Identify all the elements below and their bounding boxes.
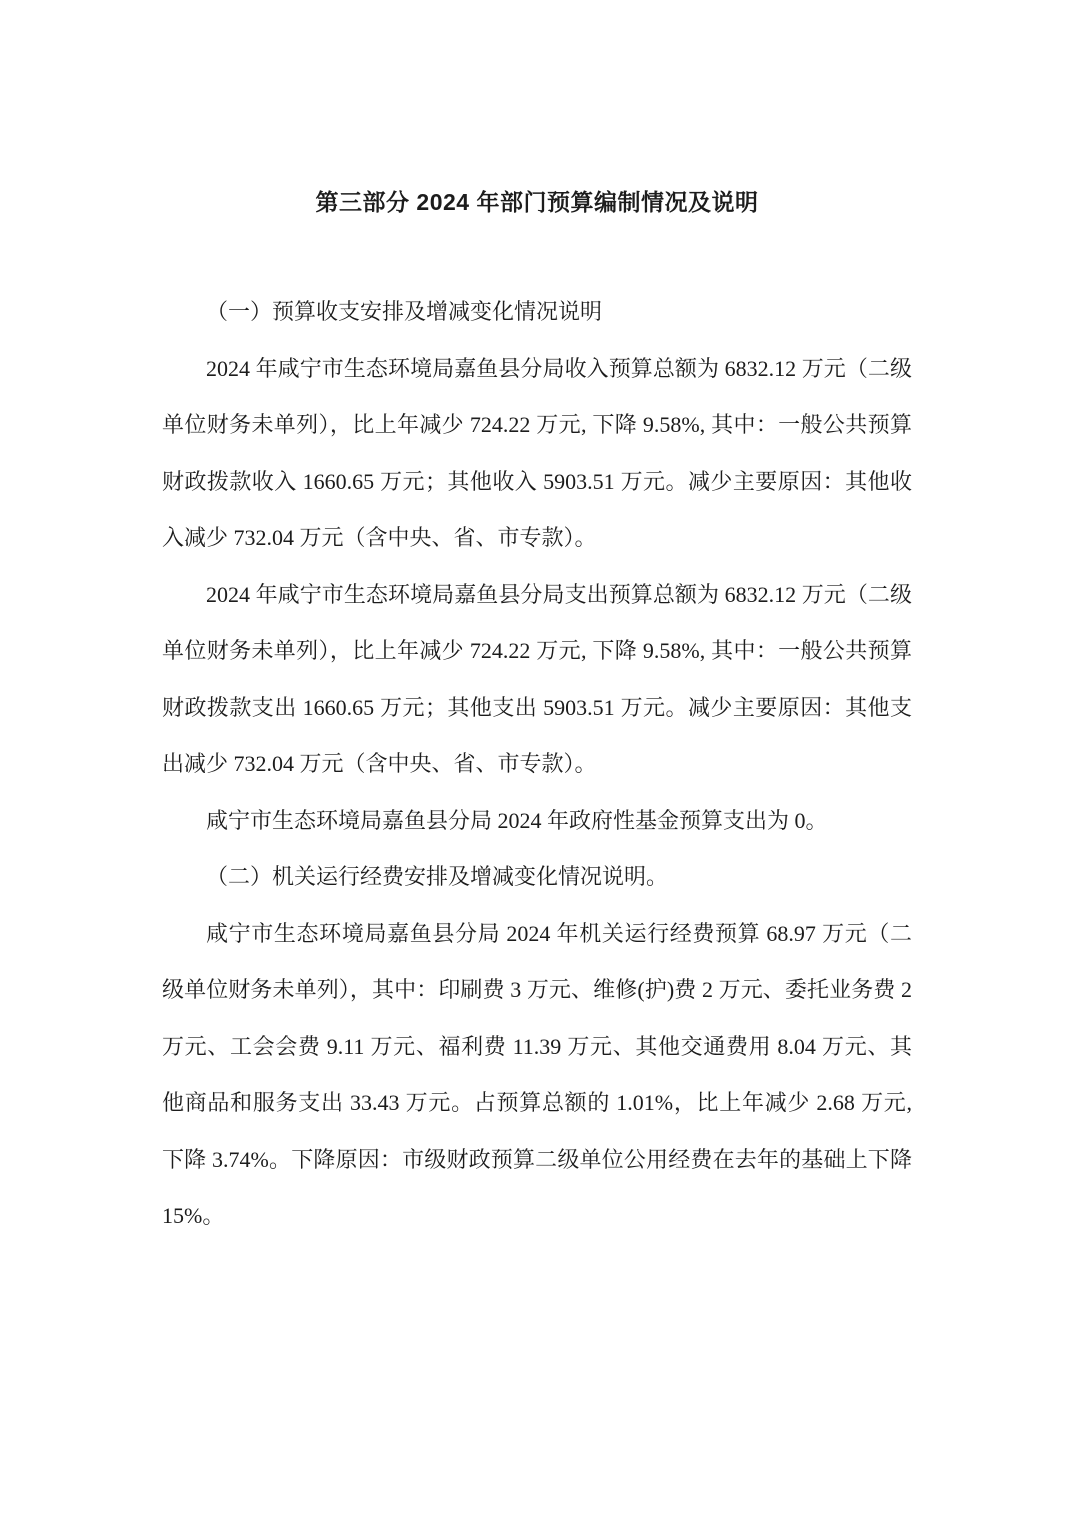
section-heading-budget-overview: （一）预算收支安排及增减变化情况说明	[206, 299, 603, 324]
paragraph-government-fund: 咸宁市生态环境局嘉鱼县分局 2024 年政府性基金预算支出为 0。	[206, 807, 828, 833]
paragraph-expenditure-budget: 2024 年咸宁市生态环境局嘉鱼县分局支出预算总额为 6832.12 万元（二级单位财务未单列），比上年减少 724.22 万元, 下降 9.58%, 其中：一般公共预算财政拨款支出 1660.65 万元；其他支出 5903.51 万元。减少主要原因：其他支出减少 732.04 万元（含中央、省、市专款）。	[162, 581, 912, 776]
document-body	[162, 284, 912, 1245]
paragraph-operating-funds-detail: 咸宁市生态环境局嘉鱼县分局 2024 年机关运行经费预算 68.97 万元（二级单位财务未单列），其中：印刷费 3 万元、维修(护)费 2 万元、委托业务费 2 万元、工会会费 9.11 万元、福利费 11.39 万元、其他交通费用 8.04 万元、其他商品和服务支出 33.43 万元。占预算总额的 1.01%，比上年减少 2.68 万元, 下降 3.74%。下降原因：市级财政预算二级单位公用经费在去年的基础上下降 15%。	[162, 920, 912, 1228]
page-title: 第三部分 2024 年部门预算编制情况及说明	[315, 189, 759, 215]
paragraph-income-budget: 2024 年咸宁市生态环境局嘉鱼县分局收入预算总额为 6832.12 万元（二级单位财务未单列），比上年减少 724.22 万元, 下降 9.58%, 其中：一般公共预算财政拨款收入 1660.65 万元；其他收入 5903.51 万元。减少主要原因：其他收入减少 732.04 万元（含中央、省、市专款）。	[162, 355, 912, 550]
section-heading-operating-funds: （二）机关运行经费安排及增减变化情况说明。	[206, 864, 669, 889]
